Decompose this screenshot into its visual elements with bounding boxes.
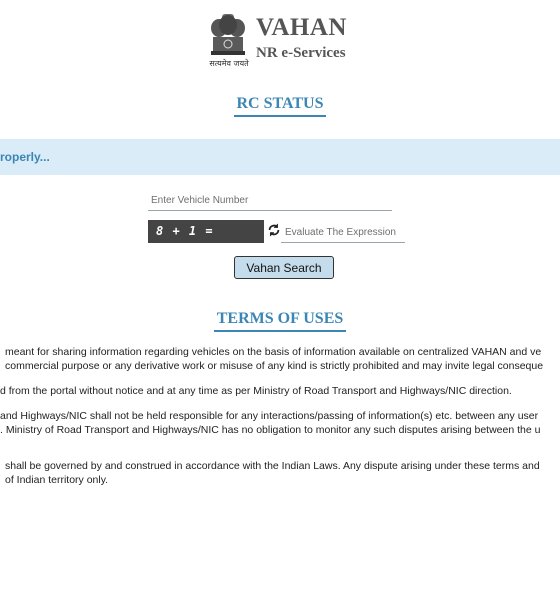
vahan-search-button[interactable]: Vahan Search <box>234 256 334 279</box>
terms-line: shall be governed by and construed in accordance with the Indian Laws. Any dispute arising under these terms and <box>5 460 540 472</box>
brand-title: VAHAN <box>256 14 347 41</box>
notice-text: roperly... <box>0 150 50 164</box>
terms-heading <box>0 310 560 332</box>
terms-line: meant for sharing information regarding vehicles on the basis of information available on centralized VAHAN and ve <box>5 346 542 358</box>
terms-line: commercial purpose or any derivative work or misuse of any kind is strictly prohibited and may invite legal conseque <box>5 360 544 372</box>
captcha-expression: 8 + 1 = <box>148 220 264 243</box>
emblem-motto: सत्यमेव जयते <box>209 59 249 68</box>
vehicle-number-input[interactable] <box>148 190 392 211</box>
refresh-icon[interactable] <box>267 223 281 237</box>
terms-line: of Indian territory only. <box>5 474 109 486</box>
brand-subtitle: NR e-Services <box>256 45 346 61</box>
terms-body <box>0 345 560 487</box>
terms-line: d from the portal without notice and at any time as per Ministry of Road Transport and Highways/NIC direction. <box>0 385 512 397</box>
terms-heading-text: TERMS OF USES <box>214 310 347 332</box>
rc-status-heading <box>0 95 560 117</box>
terms-line: and Highways/NIC shall not be held responsible for any interactions/passing of information(s) etc. between any user <box>0 410 539 422</box>
captcha-answer-input[interactable] <box>281 222 405 243</box>
rc-status-heading-text: RC STATUS <box>234 95 327 117</box>
terms-line: . Ministry of Road Transport and Highways/NIC has no obligation to monitor any such disputes arising between the u <box>0 424 541 436</box>
site-header <box>0 0 560 80</box>
notice-bar <box>0 139 560 175</box>
